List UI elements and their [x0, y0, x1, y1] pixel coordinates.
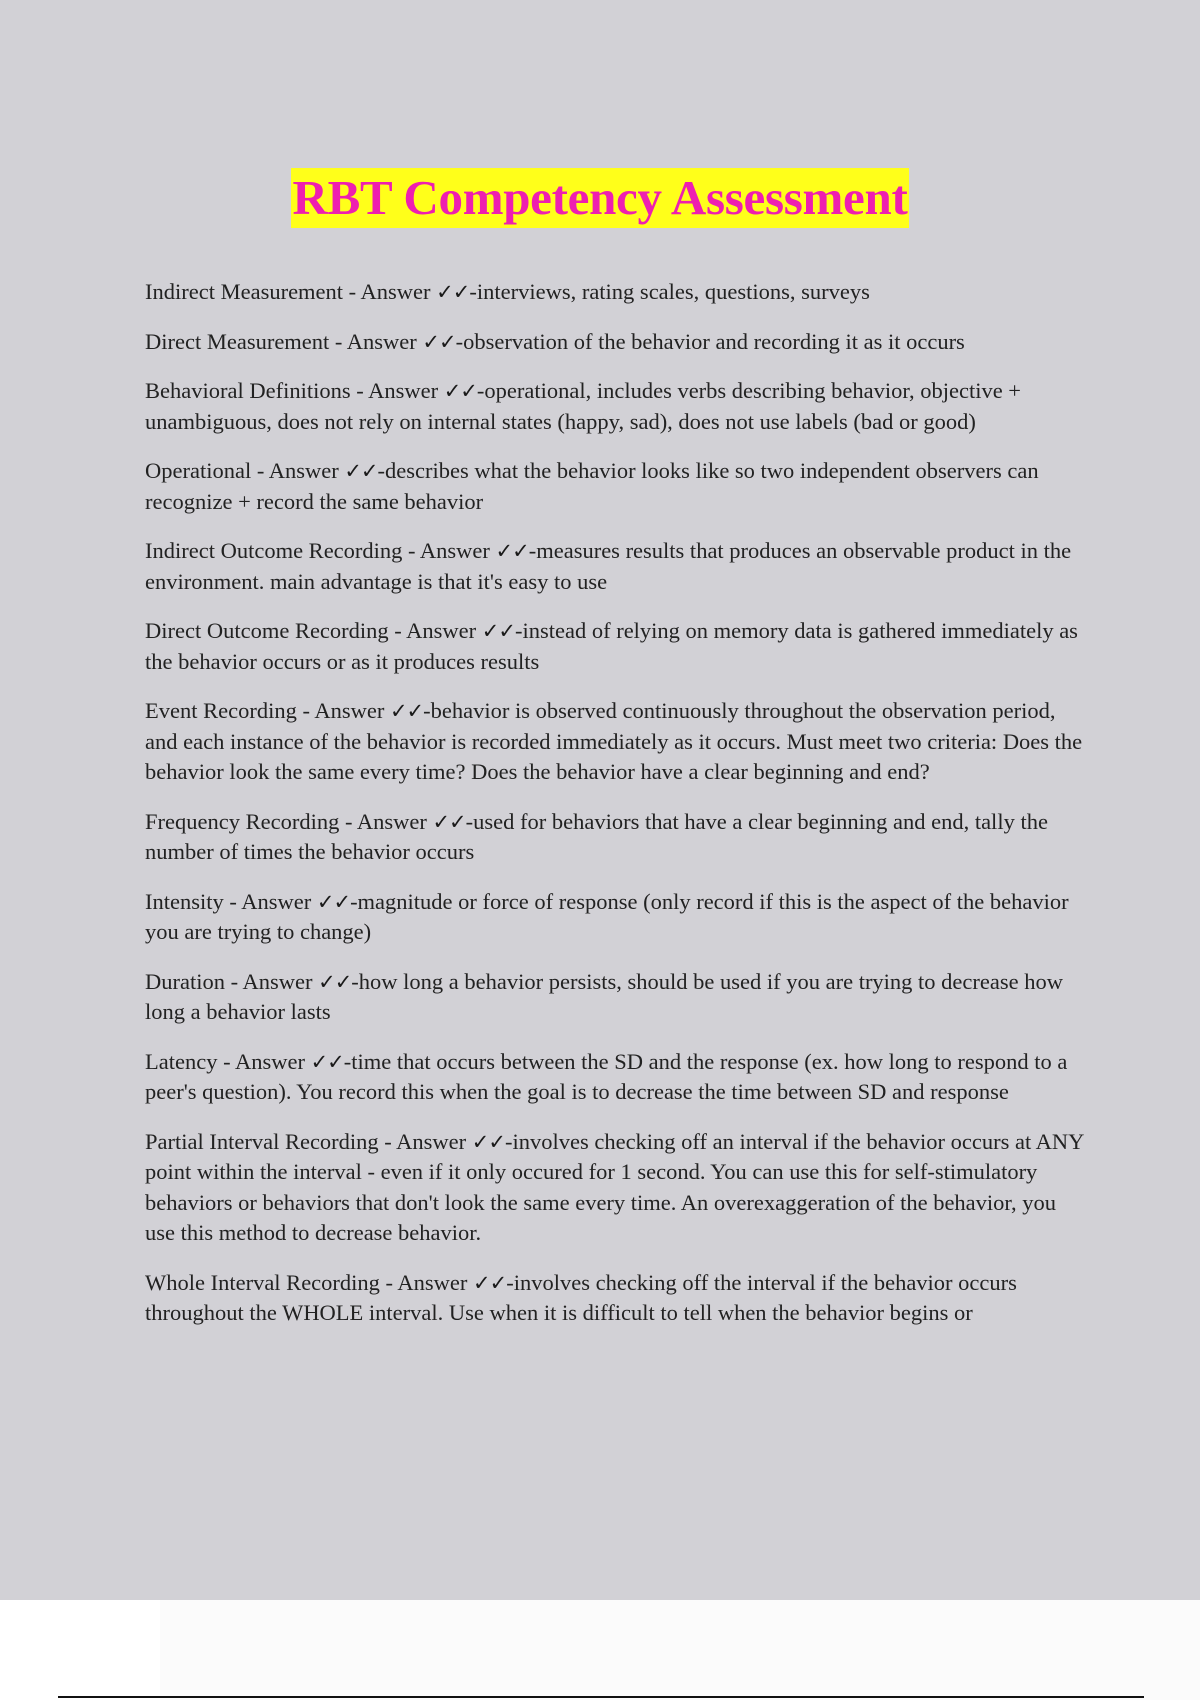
double-check-icon: ✓✓ [432, 809, 466, 834]
qa-definition: -behavior is observed continuously throughout the observation period, and each instance of the behavior is recorded immediately as it occurs. Must meet two criteria: Does the behavior look the same every time? Does the behavior have a clear beginning and end? [145, 698, 1083, 784]
answer-label: - Answer [223, 1048, 305, 1074]
double-check-icon: ✓✓ [495, 539, 529, 563]
next-page-preview [0, 1600, 1200, 1700]
qa-term: Latency [145, 1048, 218, 1074]
answer-label: - Answer [394, 618, 477, 643]
qa-term: Partial Interval Recording [145, 1128, 379, 1154]
answer-label: - Answer [385, 1269, 468, 1295]
answer-label: - Answer [344, 808, 427, 834]
title-wrap [0, 168, 1200, 228]
qa-term: Indirect Measurement [145, 279, 344, 304]
qa-item [145, 967, 1090, 1028]
qa-definition: -involves checking off the interval if the behavior occurs throughout the WHOLE interval. Use when it is difficult to tell when the behavior begins or [145, 1269, 1017, 1325]
qa-definition: -measures results that produces an observable product in the environment. main advantage is that it's easy to use [145, 538, 1072, 594]
qa-item [145, 1127, 1090, 1249]
footer-divider [58, 1696, 1144, 1698]
double-check-icon: ✓✓ [344, 459, 378, 483]
answer-label: - Answer [408, 538, 490, 563]
qa-definition: -operational, includes verbs describing behavior, objective + unambiguous, does not rely on internal states (happy, sad), does not use labels (bad or good) [145, 378, 1021, 434]
qa-term: Operational [145, 458, 252, 483]
qa-item [145, 277, 1090, 308]
answer-label: - Answer [256, 458, 339, 483]
double-check-icon: ✓✓ [436, 280, 470, 304]
qa-term: Event Recording [145, 698, 297, 723]
qa-term: Duration [145, 968, 225, 994]
qa-term: Direct Measurement [145, 328, 330, 354]
qa-item [145, 327, 1090, 358]
answer-label: - Answer [384, 1128, 467, 1154]
answer-label: - Answer [230, 968, 313, 994]
double-check-icon: ✓✓ [310, 1049, 344, 1074]
double-check-icon: ✓✓ [318, 969, 352, 994]
qa-item [145, 807, 1090, 868]
qa-item [145, 376, 1090, 437]
next-page-panel [160, 1600, 1200, 1700]
qa-item [145, 887, 1090, 948]
page-title: RBT Competency Assessment [291, 168, 910, 228]
qa-definition: -observation of the behavior and recording it as it occurs [455, 328, 965, 354]
qa-item [145, 456, 1090, 517]
qa-term: Frequency Recording [145, 808, 340, 834]
qa-term: Direct Outcome Recording [145, 618, 389, 643]
qa-definition: -involves checking off an interval if the behavior occurs at ANY point within the interval - even if it only occured for 1 second. You can use this for self-stimulatory behaviors or behaviors that don't look the same every time. An overexaggeration of the behavior, you use this method to decrease behavior. [145, 1128, 1084, 1245]
double-check-icon: ✓✓ [473, 1270, 507, 1295]
qa-term: Behavioral Definitions [145, 378, 351, 403]
double-check-icon: ✓✓ [443, 379, 477, 403]
qa-definition: -interviews, rating scales, questions, surveys [469, 279, 870, 304]
qa-term: Indirect Outcome Recording [145, 538, 403, 563]
qa-item [145, 616, 1090, 677]
double-check-icon: ✓✓ [389, 699, 424, 723]
answer-label: - Answer [229, 888, 312, 914]
qa-definition: -time that occurs between the SD and the response (ex. how long to respond to a peer's question). You record this when the goal is to decrease the time between SD and response [145, 1048, 1068, 1104]
answer-label: - Answer [334, 328, 417, 354]
qa-term: Whole Interval Recording [145, 1269, 380, 1295]
double-check-icon: ✓✓ [316, 889, 351, 914]
qa-definition: -describes what the behavior looks like so two independent observers can recognize + record the same behavior [145, 458, 1039, 514]
qa-term: Intensity [145, 888, 224, 914]
qa-item [145, 536, 1090, 597]
answer-label: - Answer [348, 279, 431, 304]
answer-label: - Answer [302, 698, 385, 723]
qa-list [145, 277, 1090, 1348]
answer-label: - Answer [356, 378, 439, 403]
qa-definition: -how long a behavior persists, should be used if you are trying to decrease how long a behavior lasts [145, 968, 1063, 1024]
double-check-icon: ✓✓ [481, 619, 515, 643]
qa-definition: -magnitude or force of response (only record if this is the aspect of the behavior you are trying to change) [145, 888, 1069, 944]
double-check-icon: ✓✓ [471, 1129, 505, 1154]
qa-definition: -instead of relying on memory data is gathered immediately as the behavior occurs or as it produces results [145, 618, 1078, 674]
double-check-icon: ✓✓ [422, 329, 456, 354]
qa-item [145, 696, 1090, 788]
qa-definition: -used for behaviors that have a clear beginning and end, tally the number of times the behavior occurs [145, 808, 1048, 864]
qa-item [145, 1268, 1090, 1329]
qa-item [145, 1047, 1090, 1108]
